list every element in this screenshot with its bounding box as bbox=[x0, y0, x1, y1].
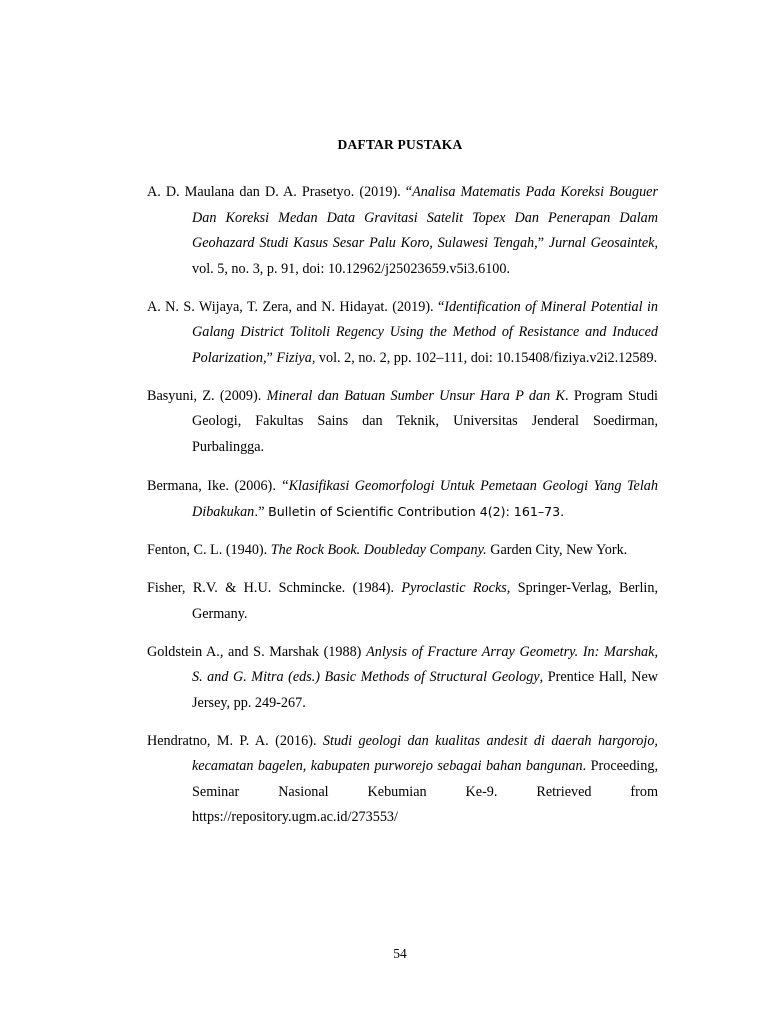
reference-item: Fisher, R.V. & H.U. Schmincke. (1984). Pyroclastic Rocks, Springer-Verlag, Berlin, Germany. bbox=[147, 580, 659, 622]
page-heading: DAFTAR PUSTAKA bbox=[337, 137, 463, 152]
reference-item: Hendratno, M. P. A. (2016). Studi geologi dan kualitas andesit di daerah hargorojo, kecamatan bagelen, kabupaten purworejo sebagai bahan bangunan. Proceeding, Seminar Nasional Kebumian Ke-9. Retrieved from https://repository.ugm.ac.id/273553/ bbox=[147, 732, 658, 825]
reference-item: A. D. Maulana dan D. A. Prasetyo. (2019). “Analisa Matematis Pada Koreksi Bouguer Dan Koreksi Medan Data Gravitasi Satelit Topex Dan Penerapan Dalam Geohazard Studi Kasus Sesar Palu Koro, Sulawesi Tengah,” Jurnal Geosaintek, vol. 5, no. 3, p. 91, doi: 10.12962/j25023659.v5i3.6100. bbox=[147, 184, 658, 277]
reference-item: A. N. S. Wijaya, T. Zera, and N. Hidayat. (2019). “Identification of Mineral Potential in Galang District Tolitoli Regency Using the Method of Resistance and Induced Polarization,” Fiziya, vol. 2, no. 2, pp. 102–111, doi: 10.15408/fiziya.v2i2.12589. bbox=[147, 298, 659, 366]
reference-list bbox=[147, 180, 658, 843]
reference-item: Bermana, Ike. (2006). “Klasifikasi Geomorfologi Untuk Pemetaan Geologi Yang Telah Dibakukan.” Bulletin of Scientific Contribution 4(2): 161–73. bbox=[147, 477, 658, 520]
page-number: 54 bbox=[393, 946, 407, 961]
reference-item: Fenton, C. L. (1940). The Rock Book. Doubleday Company. Garden City, New York. bbox=[147, 542, 628, 558]
reference-item: Goldstein A., and S. Marshak (1988) Anlysis of Fracture Array Geometry. In: Marshak, S. and G. Mitra (eds.) Basic Methods of Structural Geology, Prentice Hall, New Jersey, pp. 249-267. bbox=[147, 643, 658, 711]
reference-item: Basyuni, Z. (2009). Mineral dan Batuan Sumber Unsur Hara P dan K. Program Studi Geologi, Fakultas Sains dan Teknik, Universitas Jenderal Soedirman, Purbalingga. bbox=[147, 387, 658, 455]
